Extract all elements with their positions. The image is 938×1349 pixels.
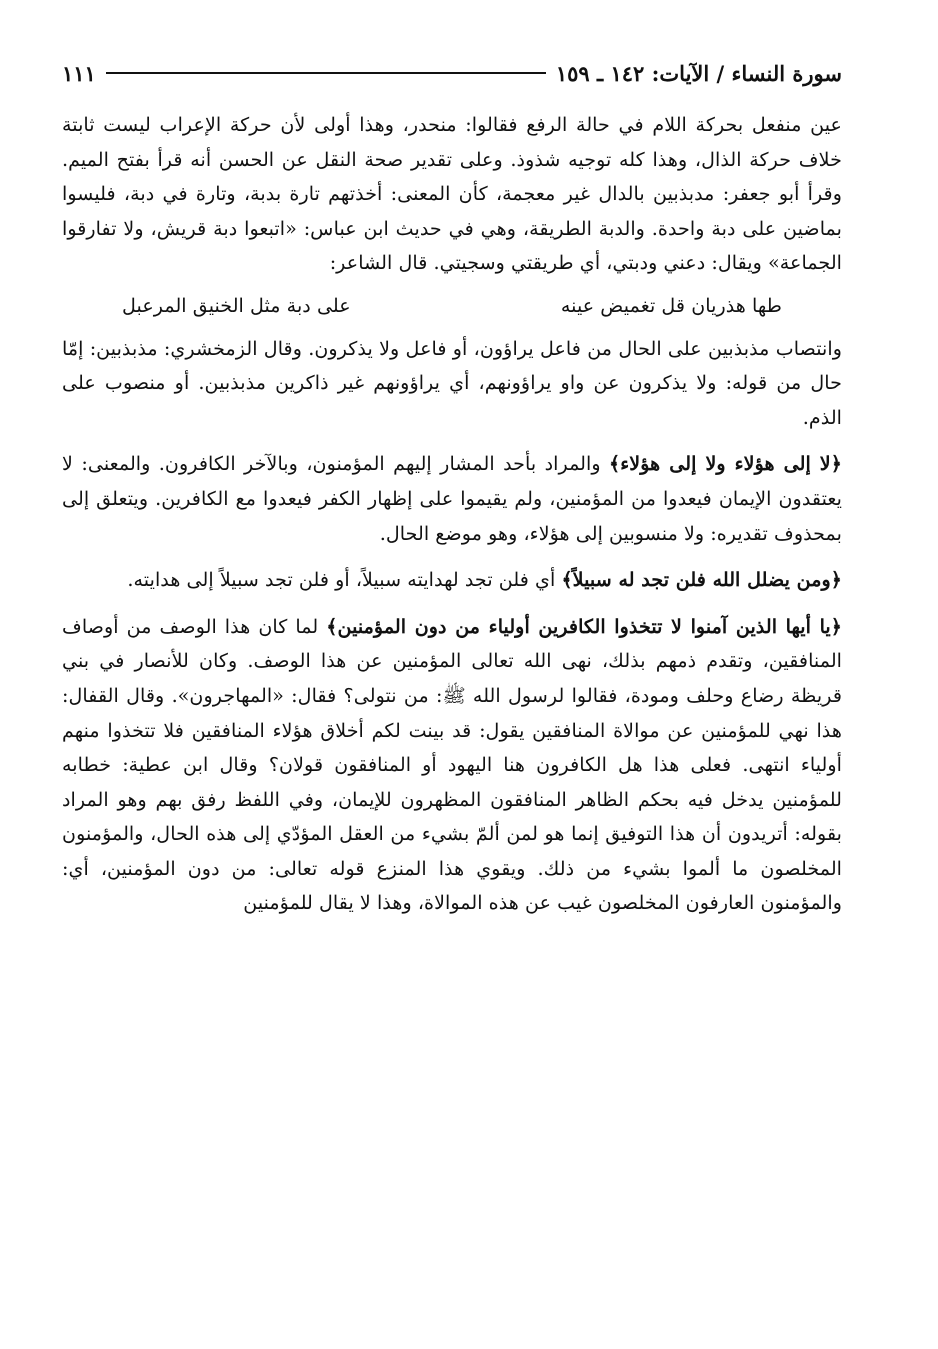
page-body [62,108,842,921]
paragraph-5 [62,610,842,921]
poetry-verse [62,289,842,324]
hemistich-right: طها هذريان قل تغميض عينه [560,293,782,317]
header-rule [106,72,546,74]
paragraph-4-text: أي فلن تجد لهدايته سبيلاً، أو فلن تجد سبيلاً إلى هدايته. [127,568,562,592]
paragraph-4 [62,563,842,598]
hemistich-left: على دبة مثل الخنيق المرعبل [122,293,351,317]
page-header [62,56,842,90]
quran-quote-2: ﴿ومن يضلل الله فلن تجد له سبيلاً﴾ [561,568,842,592]
quran-quote-1: ﴿لا إلى هؤلاء ولا إلى هؤلاء﴾ [609,452,842,476]
paragraph-5-text: لما كان هذا الوصف من أوصاف المنافقين، وتقدم ذمهم بذلك، نهى الله تعالى المؤمنين عن هذا الوصف. وكان للأنصار في بني قريظة رضاع وحلف ومودة، فقالوا لرسول الله ﷺ: من نتولى؟ فقال: «المهاجرون». وقال القفال: هذا نهي للمؤمنين عن موالاة المنافقين يقول: قد بينت لكم أخلاق هؤلاء المنافقين فلا تتخذوا منهم أولياء انتهى. فعلى هذا هل الكافرون هنا اليهود أو المنافقون قولان؟ وقال ابن عطية: خطابه للمؤمنين يدخل فيه بحكم الظاهر المنافقون المظهرون للإيمان، وفي اللفظ رفق بهم وهو المراد بقوله: أتريدون أن هذا التوفيق إنما هو لمن ألمّ بشيء من العقل المؤدّي إلى هذه الحال، والمؤمنون المخلصون ما ألموا بشيء من ذلك. ويقوي هذا المنزع قوله تعالى: من دون المؤمنين، أي: والمؤمنون العارفون المخلصون غيب عن هذه الموالاة، وهذا لا يقال للمؤمنين [62,614,842,915]
running-title: سورة النساء / الآيات: ١٤٢ ـ ١٥٩ [555,60,842,86]
paragraph-2: وانتصاب مذبذبين على الحال من فاعل يراؤون، أو فاعل ولا يذكرون. وقال الزمخشري: مذبذبين: إمّا حال من قوله: ولا يذكرون عن واو يراؤونهم، أي يراؤونهم غير ذاكرين مذبذبين. أو منصوب على الذم. [62,336,842,429]
quran-quote-3: ﴿يا أيها الذين آمنوا لا تتخذوا الكافرين أولياء من دون المؤمنين﴾ [326,614,843,638]
paragraph-3-text: والمراد بأحد المشار إليهم المؤمنون، وبالآخر الكافرون. والمعنى: لا يعتقدون الإيمان فيعدوا من المؤمنين، ولم يقيموا على إظهار الكفر فيعدوا مع الكافرين. ويتعلق إلى بمحذوف تقديره: ولا منسوبين إلى هؤلاء، وهو موضع الحال. [62,452,842,545]
paragraph-3 [62,447,842,551]
paragraph-1: عين منفعل بحركة اللام في حالة الرفع فقالوا: منحدر، وهذا أولى لأن حركة الإعراب ليست ثابتة خلاف حركة الذال، وهذا كله توجيه شذوذ. وعلى تقدير صحة النقل عن الحسن أنه قرأ بفتح الميم. وقرأ أبو جعفر: مدبذبين بالدال غير معجمة، كأن المعنى: أخذتهم تارة بدبة، وتارة في دبة، فليسوا بماضين على دبة واحدة. والدبة الطريقة، وهي في حديث ابن عباس: «اتبعوا دبة قريش، ولا تفارقوا الجماعة» ويقال: دعني ودبتي، أي طريقتي وسجيتي. قال الشاعر: [62,113,842,275]
page-number: ١١١ [62,60,96,86]
